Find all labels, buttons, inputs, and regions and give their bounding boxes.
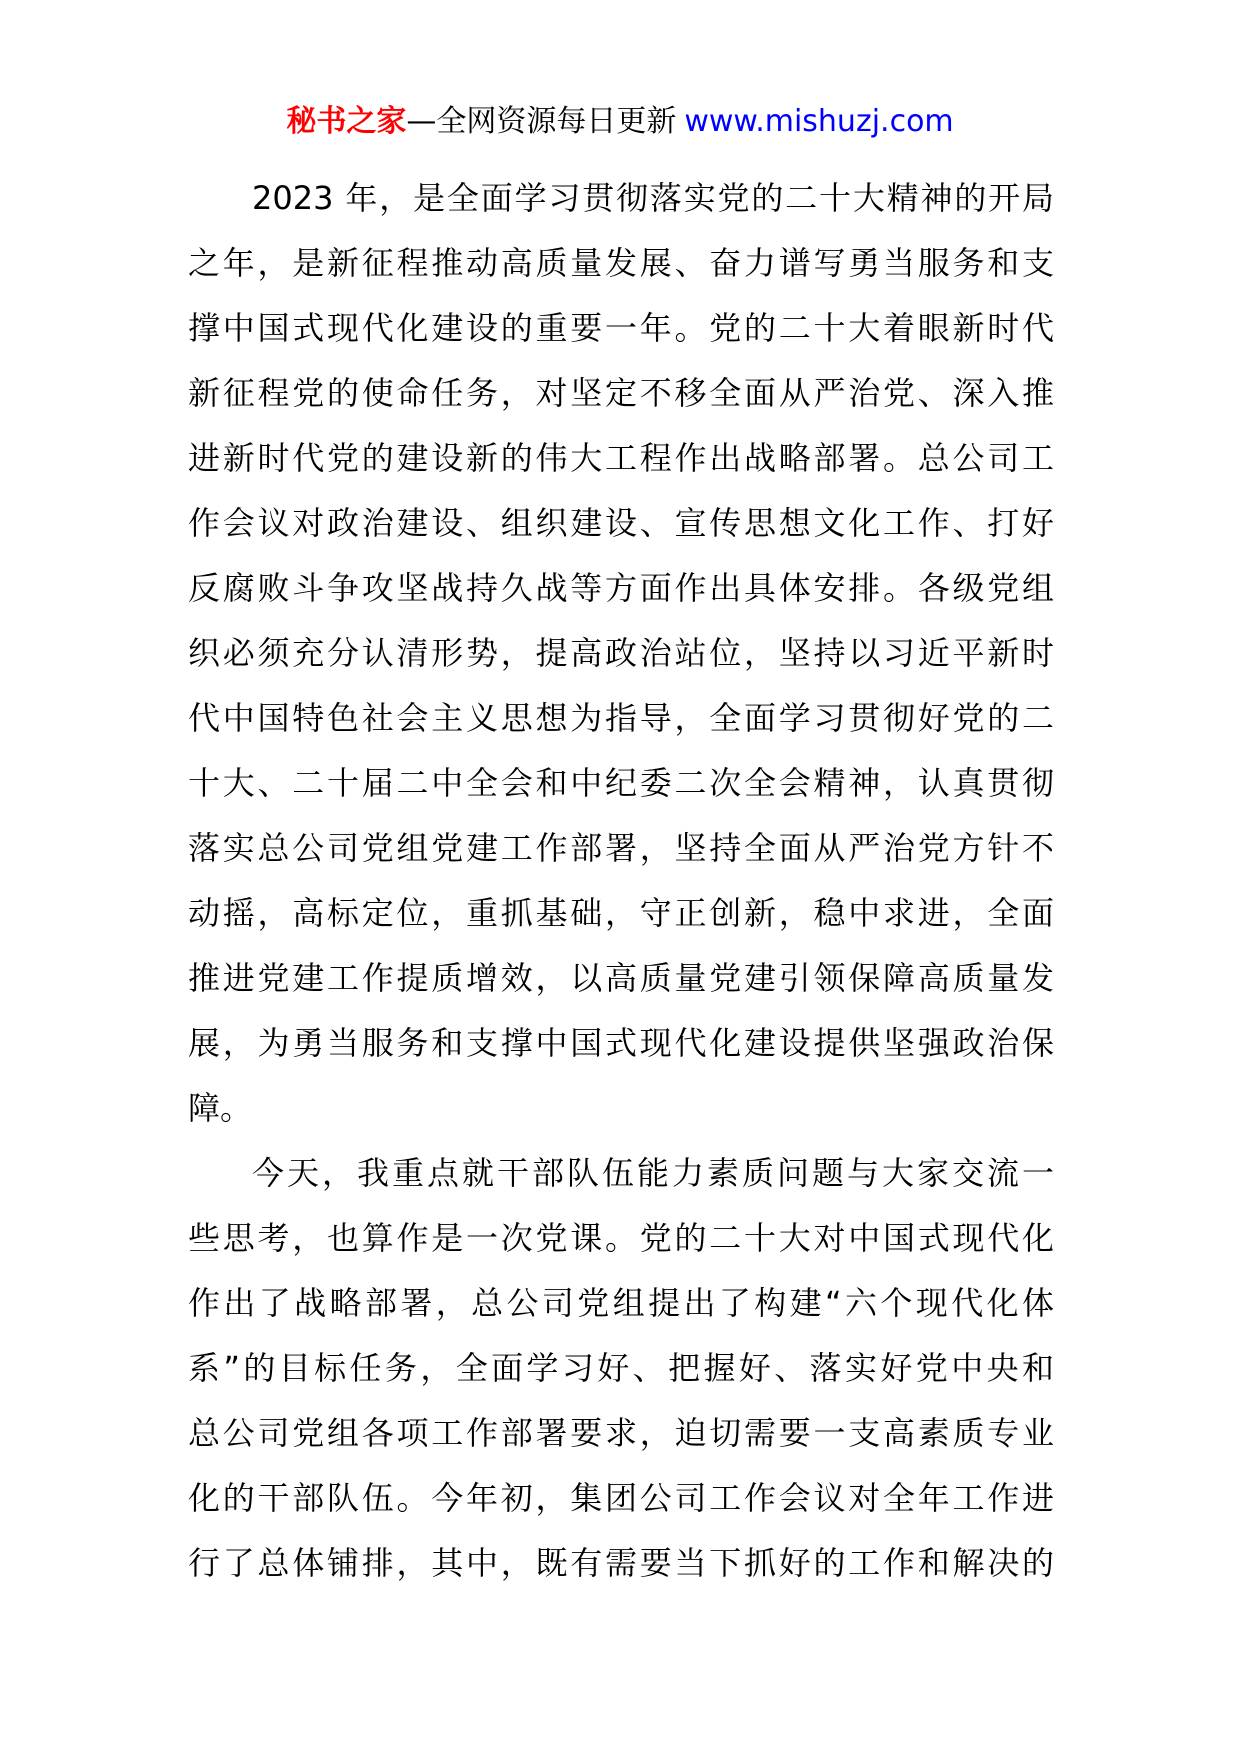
text-line: 之年，是新征程推动高质量发展、奋力谱写勇当服务和支 (188, 244, 1054, 282)
text-line: 2023 年，是全面学习贯彻落实党的二十大精神的开局 (252, 179, 1054, 217)
text-line: 撑中国式现代化建设的重要一年。党的二十大着眼新时代 (188, 309, 1054, 347)
text-line: 行了总体铺排，其中，既有需要当下抓好的工作和解决的 (188, 1544, 1054, 1582)
text-line: 进新时代党的建设新的伟大工程作出战略部署。总公司工 (188, 439, 1054, 477)
text-line: 代中国特色社会主义思想为指导，全面学习贯彻好党的二 (188, 699, 1054, 737)
site-url-link[interactable]: www.mishuzj.com (684, 104, 954, 139)
text-line: 作出了战略部署，总公司党组提出了构建“六个现代化体 (188, 1284, 1054, 1322)
text-line: 落实总公司党组党建工作部署，坚持全面从严治党方针不 (188, 829, 1054, 867)
paragraph-1 (188, 166, 1054, 1141)
text-line: 十大、二十届二中全会和中纪委二次全会精神，认真贯彻 (188, 764, 1054, 802)
text-line: 系”的目标任务，全面学习好、把握好、落实好党中央和 (188, 1349, 1054, 1387)
text-line: 今天，我重点就干部队伍能力素质问题与大家交流一 (252, 1154, 1054, 1192)
text-line: 织必须充分认清形势，提高政治站位，坚持以习近平新时 (188, 634, 1054, 672)
paragraph-2 (188, 1141, 1054, 1596)
text-line: 反腐败斗争攻坚战持久战等方面作出具体安排。各级党组 (188, 569, 1054, 607)
document-body (188, 166, 1054, 1596)
text-line: 障。 (188, 1089, 253, 1127)
text-line: 推进党建工作提质增效，以高质量党建引领保障高质量发 (188, 959, 1054, 997)
text-line: 总公司党组各项工作部署要求，迫切需要一支高素质专业 (188, 1414, 1054, 1452)
watermark-header (0, 100, 1240, 144)
text-line: 化的干部队伍。今年初，集团公司工作会议对全年工作进 (188, 1479, 1054, 1517)
text-line: 作会议对政治建设、组织建设、宣传思想文化工作、打好 (188, 504, 1054, 542)
text-line: 新征程党的使命任务，对坚定不移全面从严治党、深入推 (188, 374, 1054, 412)
text-line: 展，为勇当服务和支撑中国式现代化建设提供坚强政治保 (188, 1024, 1054, 1062)
text-line: 些思考，也算作是一次党课。党的二十大对中国式现代化 (188, 1219, 1054, 1257)
header-tagline: —全网资源每日更新 (406, 104, 677, 139)
brand-name: 秘书之家 (286, 104, 407, 139)
text-line: 动摇，高标定位，重抓基础，守正创新，稳中求进，全面 (188, 894, 1054, 932)
